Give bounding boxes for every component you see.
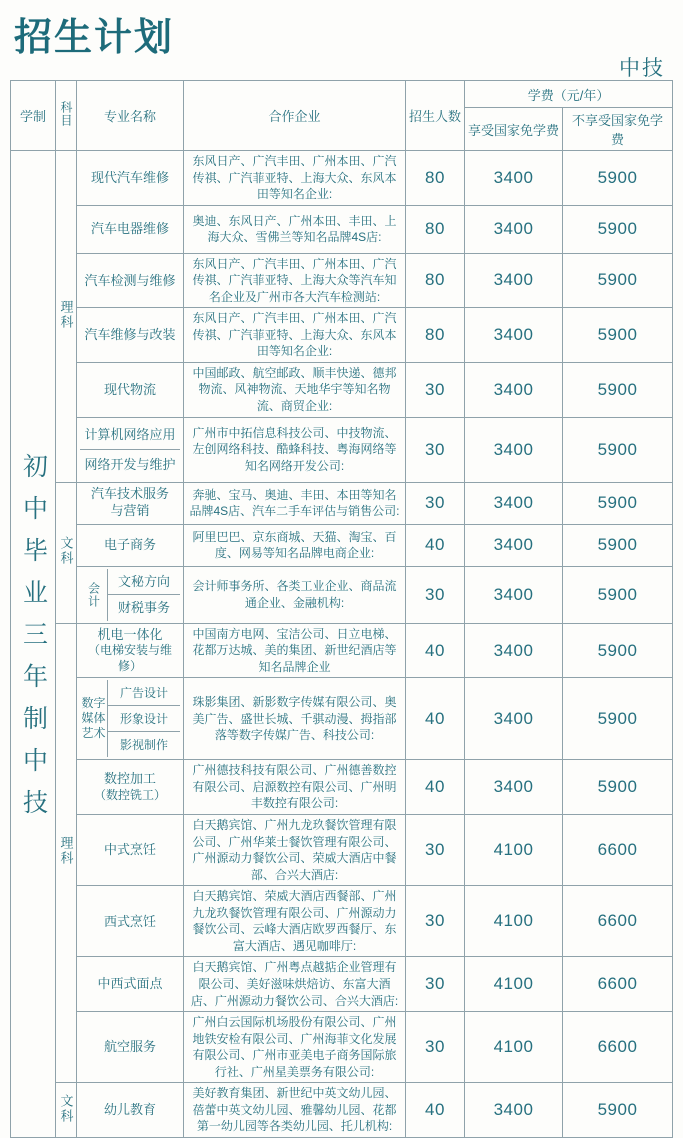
fee-paid-cell: 5900 (563, 151, 673, 206)
major-cell: 汽车电器维修 (77, 205, 184, 253)
subject-cell-arts-2: 文科 (56, 1083, 77, 1138)
major-cell: 现代汽车维修 (77, 151, 184, 206)
subject-cell-science-1: 理科 (56, 151, 77, 483)
table-row (11, 362, 673, 417)
group-item: 广告设计 (120, 686, 169, 701)
companies-cell: 会计师事务所、各类工业企业、商品流通企业、金融机构: (184, 566, 406, 623)
fee-free-cell: 4100 (465, 886, 563, 957)
fee-free-cell: 3400 (465, 623, 563, 678)
header-companies: 合作企业 (184, 81, 406, 151)
enrollment-cell: 30 (406, 566, 465, 623)
major-cell-split (77, 417, 184, 482)
table-row (11, 1012, 673, 1083)
group-item: 文秘方向 (118, 573, 171, 589)
fee-paid-cell: 5900 (563, 524, 673, 566)
group-item: 影视制作 (108, 731, 180, 757)
group-item: 财税事务 (108, 594, 180, 621)
major-cell: 机电一体化 （电梯安装与维修） (77, 623, 184, 678)
table-row (11, 623, 673, 678)
companies-cell: 东风日产、广汽丰田、广州本田、广汽传祺、广汽菲亚特、上海大众、东风本田等知名企业: (184, 151, 406, 206)
companies-cell: 广州德技科技有限公司、广州德善数控有限公司、启源数控有限公司、广州明丰数控有限公司: (184, 760, 406, 815)
companies-cell: 中国邮政、航空邮政、顺丰快递、德邦物流、风神物流、天地华宇等知名物流、商贸企业: (184, 362, 406, 417)
fee-free-cell: 3400 (465, 417, 563, 482)
fee-paid-cell: 5900 (563, 308, 673, 363)
companies-cell: 白天鹅宾馆、荣威大酒店西餐部、广州九龙玖餐饮管理有限公司、广州源动力餐饮公司、云峰大酒店欧罗西餐厅、东富大酒店、遇见咖啡厅: (184, 886, 406, 957)
group-label: 会计 (80, 569, 108, 621)
header-major: 专业名称 (77, 81, 184, 151)
fee-paid-cell: 5900 (563, 566, 673, 623)
fee-free-cell: 3400 (465, 566, 563, 623)
major-cell-group-media (77, 678, 184, 760)
fee-free-cell: 3400 (465, 1083, 563, 1138)
header-tuition-not-free: 不享受国家免学费 (563, 108, 673, 151)
table-row (11, 678, 673, 760)
header-tuition-free: 享受国家免学费 (465, 108, 563, 151)
major-cell-group-accounting (77, 566, 184, 623)
companies-cell: 白天鹅宾馆、广州九龙玖餐饮管理有限公司、广州华莱士餐饮管理有限公司、广州源动力餐饮公司、荣威大酒店中餐部、合兴大酒店: (184, 815, 406, 886)
companies-cell: 珠影集团、新影数字传媒有限公司、奥美广告、盛世长城、千骐动漫、拇指部落等数字传媒广告、科技公司: (184, 678, 406, 760)
subject-cell-arts-1: 文科 (56, 482, 77, 623)
fee-free-cell: 3400 (465, 151, 563, 206)
table-row (11, 482, 673, 524)
enrollment-cell: 30 (406, 815, 465, 886)
enrollment-cell: 80 (406, 151, 465, 206)
table-row (11, 205, 673, 253)
fee-free-cell: 3400 (465, 482, 563, 524)
companies-cell: 广州市中拓信息科技公司、中技物流、左创网络科技、酷蜂科技、粤海网络等知名网络开发公司: (184, 417, 406, 482)
fee-paid-cell: 5900 (563, 253, 673, 308)
companies-cell: 奥迪、东风日产、广州本田、丰田、上海大众、雪佛兰等知名品牌4S店: (184, 205, 406, 253)
fee-free-cell: 3400 (465, 760, 563, 815)
table-row (11, 417, 673, 482)
fee-paid-cell: 5900 (563, 482, 673, 524)
fee-paid-cell: 5900 (563, 678, 673, 760)
fee-free-cell: 3400 (465, 524, 563, 566)
major-cell: 汽车技术服务 与营销 (77, 482, 184, 524)
enrollment-cell: 40 (406, 1083, 465, 1138)
header-enrollment: 招生人数 (406, 81, 465, 151)
table-row (11, 566, 673, 623)
major-cell: 数控加工 （数控铣工） (77, 760, 184, 815)
fee-paid-cell: 5900 (563, 362, 673, 417)
enrollment-cell: 30 (406, 362, 465, 417)
group-label: 数字媒体艺术 (80, 680, 108, 757)
major-line-top: 计算机网络应用 (84, 426, 176, 442)
enrollment-cell: 80 (406, 205, 465, 253)
companies-cell: 美好教育集团、新世纪中英文幼儿园、蓓蕾中英文幼儿园、雅馨幼儿园、花都第一幼儿园等各类幼儿园、托儿机构: (184, 1083, 406, 1138)
major-cell: 西式烹饪 (77, 886, 184, 957)
header-tuition-group: 学费（元/年） (465, 81, 673, 108)
enrollment-cell: 80 (406, 253, 465, 308)
fee-free-cell: 3400 (465, 205, 563, 253)
fee-paid-cell: 6600 (563, 815, 673, 886)
header-schooling: 学制 (11, 81, 56, 151)
table-row (11, 151, 673, 206)
major-cell: 中西式面点 (77, 957, 184, 1012)
companies-cell: 白天鹅宾馆、广州粤点越掂企业管理有限公司、美好滋味烘焙访、东富大酒店、广州源动力餐饮公司、合兴大酒店: (184, 957, 406, 1012)
enrollment-cell: 30 (406, 417, 465, 482)
table-row (11, 760, 673, 815)
fee-free-cell: 3400 (465, 253, 563, 308)
major-cell: 幼儿教育 (77, 1083, 184, 1138)
enrollment-cell: 80 (406, 308, 465, 363)
major-cell: 汽车检测与维修 (77, 253, 184, 308)
header-subject: 科目 (56, 81, 77, 151)
table-row (11, 957, 673, 1012)
major-cell: 航空服务 (77, 1012, 184, 1083)
companies-cell: 东风日产、广汽丰田、广州本田、广汽传祺、广汽菲亚特、上海大众等汽车知名企业及广州市各大汽车检测站: (184, 253, 406, 308)
enrollment-cell: 40 (406, 524, 465, 566)
fee-free-cell: 4100 (465, 815, 563, 886)
schooling-cell: 初中毕业三年制中技 (11, 151, 56, 1138)
enrollment-cell: 30 (406, 957, 465, 1012)
title-bar (14, 17, 669, 80)
fee-paid-cell: 5900 (563, 205, 673, 253)
companies-cell: 东风日产、广汽丰田、广州本田、广汽传祺、广汽菲亚特、上海大众、东风本田等知名企业: (184, 308, 406, 363)
table-row (11, 886, 673, 957)
fee-paid-cell: 5900 (563, 760, 673, 815)
major-cell: 汽车维修与改装 (77, 308, 184, 363)
fee-paid-cell: 5900 (563, 417, 673, 482)
table-header-row-1 (11, 81, 673, 108)
enrollment-plan-table (10, 80, 673, 1138)
fee-paid-cell: 6600 (563, 957, 673, 1012)
fee-paid-cell: 5900 (563, 1083, 673, 1138)
major-cell: 中式烹饪 (77, 815, 184, 886)
subject-cell-science-2: 理科 (56, 623, 77, 1082)
table-row (11, 1083, 673, 1138)
table-row (11, 308, 673, 363)
table-row (11, 524, 673, 566)
major-cell: 现代物流 (77, 362, 184, 417)
page-badge: 中技 (619, 57, 665, 80)
fee-paid-cell: 6600 (563, 886, 673, 957)
companies-cell: 奔驰、宝马、奥迪、丰田、本田等知名品牌4S店、汽车二手车评估与销售公司: (184, 482, 406, 524)
fee-free-cell: 4100 (465, 1012, 563, 1083)
companies-cell: 广州白云国际机场股份有限公司、广州地铁安检有限公司、广州海菲文化发展有限公司、广州市亚美电子商务国际旅行社、广州星美票务有限公司: (184, 1012, 406, 1083)
fee-paid-cell: 6600 (563, 1012, 673, 1083)
enrollment-cell: 40 (406, 760, 465, 815)
major-line-bottom: 网络开发与维护 (80, 449, 180, 480)
fee-free-cell: 4100 (465, 957, 563, 1012)
table-row (11, 253, 673, 308)
table-row (11, 815, 673, 886)
page-title: 招生计划 (14, 17, 175, 59)
enrollment-cell: 30 (406, 482, 465, 524)
fee-paid-cell: 5900 (563, 623, 673, 678)
fee-free-cell: 3400 (465, 362, 563, 417)
fee-free-cell: 3400 (465, 678, 563, 760)
enrollment-cell: 40 (406, 678, 465, 760)
enrollment-cell: 40 (406, 623, 465, 678)
major-cell: 电子商务 (77, 524, 184, 566)
fee-free-cell: 3400 (465, 308, 563, 363)
group-item: 形象设计 (108, 705, 180, 731)
companies-cell: 中国南方电网、宝洁公司、日立电梯、花都万达城、美的集团、新世纪酒店等知名品牌企业 (184, 623, 406, 678)
enrollment-cell: 30 (406, 1012, 465, 1083)
enrollment-cell: 30 (406, 886, 465, 957)
companies-cell: 阿里巴巴、京东商城、天猫、淘宝、百度、网易等知名品牌电商企业: (184, 524, 406, 566)
